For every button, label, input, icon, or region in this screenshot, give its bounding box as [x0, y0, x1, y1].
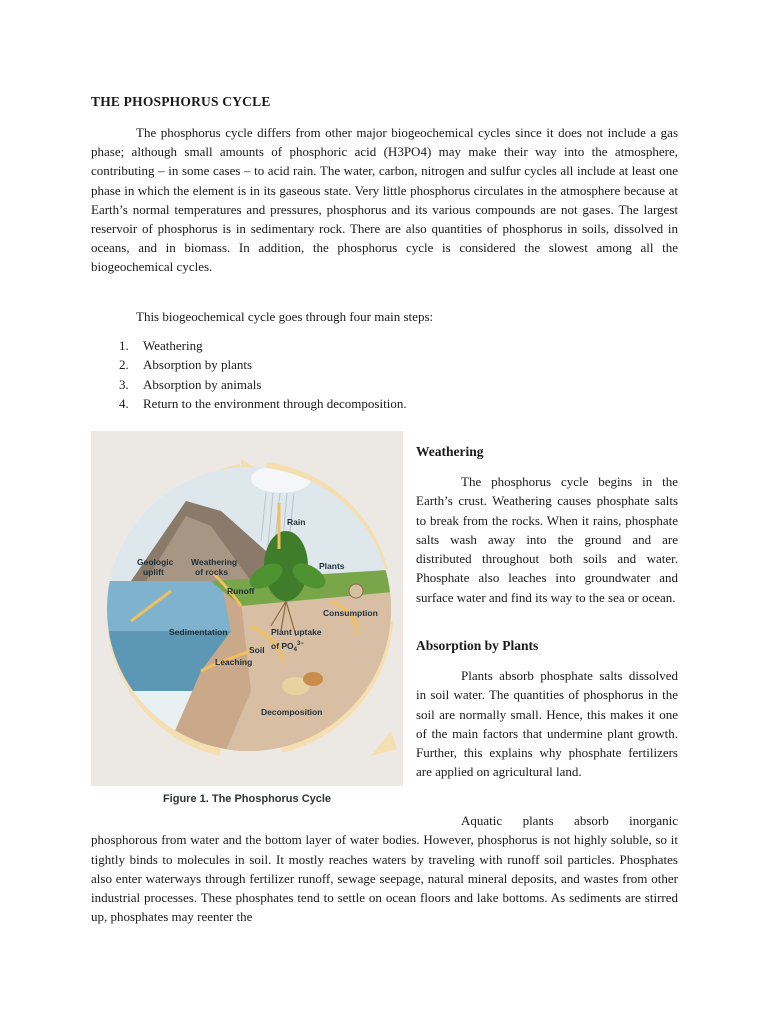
arrowhead — [371, 731, 397, 756]
snail — [349, 584, 363, 598]
label-plant-uptake: Plant uptake — [271, 627, 322, 637]
phosphorus-cycle-figure — [91, 431, 403, 786]
label-soil: Soil — [249, 645, 265, 655]
steps-list — [91, 336, 407, 414]
aquatic-paragraph: Aquatic plants absorb inorganic phosphorous from water and the bottom layer of water bodies. However, phosphorus is not highly soluble, so it tightly binds to molecules in soil. It mostly reaches waters by traveling with runoff soil particles. Phosphates also enter waterways through fertilizer runoff, sewage seepage, natural mineral deposits, and wastes from other industrial processes. These phosphates tend to settle on ocean floors and lake bottoms. As sediments are stirred up, phosphates may reenter the — [91, 813, 678, 925]
svg-text:of rocks: of rocks — [195, 567, 229, 577]
label-sedimentation: Sedimentation — [169, 627, 228, 637]
absorption-paragraph: Plants absorb phosphate salts dissolved in soil water. The quantities of phosphorus in the soil are normally small. Hence, this makes it one of the main factors that undermine plant growth. Further, this explains why phosphate fertilizers are applied on agricultural land. — [416, 668, 678, 780]
page-title: THE PHOSPHORUS CYCLE — [91, 94, 271, 109]
label-leaching: Leaching — [215, 657, 253, 667]
label-runoff: Runoff — [227, 586, 255, 596]
label-rain: Rain — [287, 517, 306, 527]
figure-caption: Figure 1. The Phosphorus Cycle — [162, 793, 332, 805]
cycle-diagram — [91, 431, 403, 786]
list-item: 4. Return to the environment through decomposition. — [119, 396, 407, 412]
label-consumption: Consumption — [323, 608, 378, 618]
heading-weathering: Weathering — [416, 444, 484, 459]
heading-absorption: Absorption by Plants — [416, 638, 539, 653]
svg-text:uplift: uplift — [143, 567, 164, 577]
label-weathering: Weathering — [191, 557, 238, 567]
label-plants: Plants — [319, 561, 345, 571]
label-decomposition: Decomposition — [261, 707, 323, 717]
list-item: 3. Absorption by animals — [119, 376, 262, 392]
label-po4: of $PO_4^{3-}$ — [271, 641, 304, 653]
weathering-paragraph: The phosphorus cycle begins in the Earth’s crust. Weathering causes phosphate salts to break from the rocks. When it rains, phosphate salts wash away into the ground and are distributed throughout both soils and water. Phosphate also leaches into groundwater and surface water and find its way to the sea or ocean. — [416, 474, 678, 605]
intro-paragraph: The phosphorus cycle differs from other major biogeochemical cycles since it does not include a gas phase; although small amounts of phosphoric acid (H3PO4) may make their way into the atmosphere, contributing – in some cases – to acid rain. The water, carbon, nitrogen and sulfur cycles all include at least one phase in which the element is in its gaseous state. Very little phosphorus circulates in the atmosphere because at Earth’s normal temperatures and pressures, phosphorus and its various compounds are not gases. The largest reservoir of phosphorus is in sedimentary rock. There are also quantities of phosphorus in soils, dissolved in oceans, and in biomass. In addition, the phosphorus cycle is considered the slowest among all the biogeochemical cycles. — [91, 125, 678, 275]
list-item: 1. Weathering — [119, 338, 203, 353]
steps-intro: This biogeochemical cycle goes through four main steps: — [136, 309, 434, 324]
list-item: 2. Absorption by plants — [119, 357, 253, 373]
label-geologic: Geologic — [137, 557, 174, 567]
